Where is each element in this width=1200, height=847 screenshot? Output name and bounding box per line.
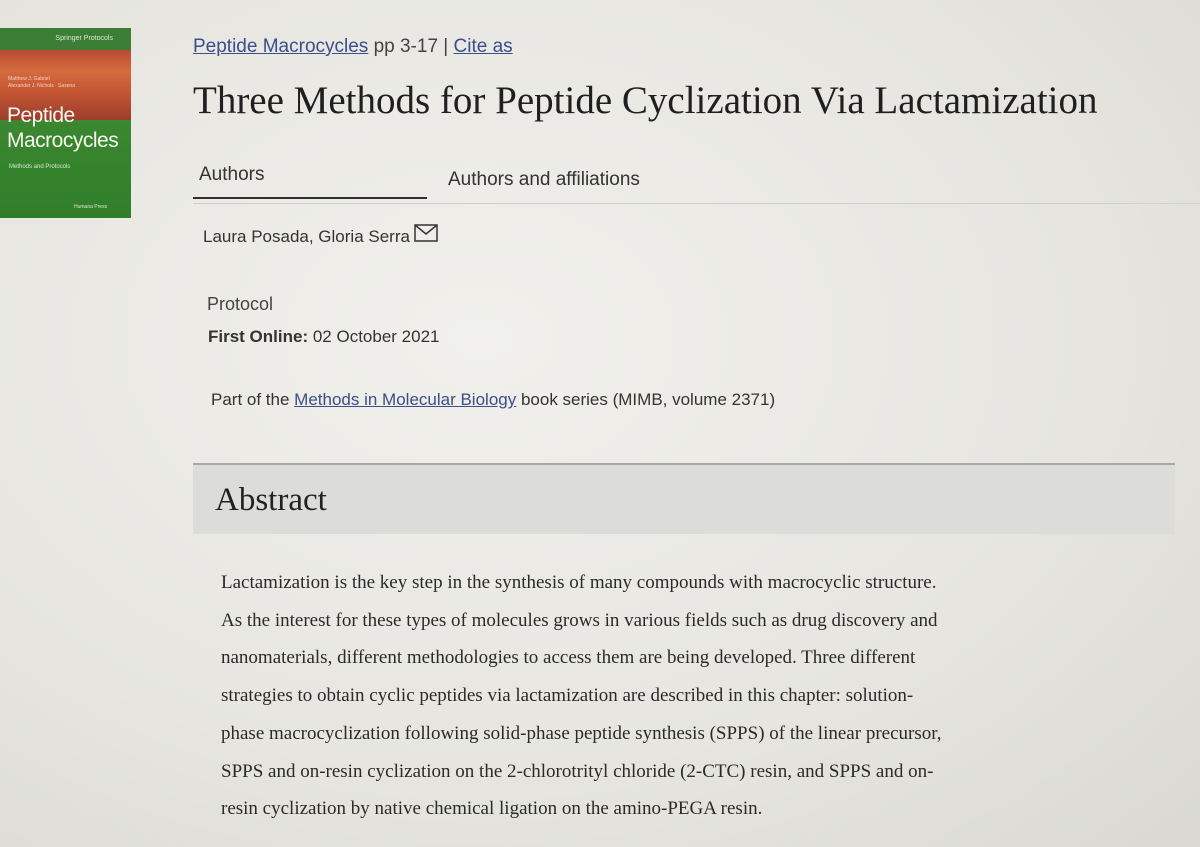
abstract-text bbox=[221, 564, 1181, 828]
cite-as-link[interactable]: Cite as bbox=[453, 36, 513, 57]
abstract-header bbox=[193, 463, 1175, 534]
abstract-heading: Abstract bbox=[215, 482, 327, 518]
page-range: pp 3-17 | bbox=[368, 36, 454, 57]
abstract-line: SPPS and on-resin cyclization on the 2-chlorotrityl chloride (2-CTC) resin, and SPPS and on- bbox=[221, 760, 934, 782]
envelope-icon[interactable] bbox=[414, 224, 438, 247]
cover-series-label: Springer Protocols bbox=[0, 28, 131, 50]
book-cover[interactable] bbox=[0, 28, 131, 218]
article-type: Protocol bbox=[207, 294, 274, 314]
tabs-divider bbox=[193, 203, 1200, 204]
abstract-line: resin cyclization by native chemical ligation on the amino-PEGA resin. bbox=[221, 798, 763, 820]
breadcrumb bbox=[193, 36, 513, 58]
cover-subtitle: Methods and Protocols bbox=[9, 164, 71, 170]
book-series bbox=[211, 390, 775, 410]
page-title: Three Methods for Peptide Cyclization Via Lactamization bbox=[193, 79, 1098, 122]
first-online bbox=[208, 327, 440, 347]
tab-authors-and-affiliations[interactable]: Authors and affiliations bbox=[448, 169, 640, 190]
author-list bbox=[203, 227, 438, 247]
cover-title-line: Peptide bbox=[7, 104, 75, 127]
cover-editors bbox=[8, 76, 123, 90]
abstract-line: nanomaterials, different methodologies to access them are being developed. Three different bbox=[221, 647, 916, 669]
cover-title-line: Macrocycles bbox=[7, 129, 119, 152]
series-suffix: book series (MIMB, volume 2371) bbox=[516, 390, 776, 409]
abstract-line: As the interest for these types of molecules grows in various fields such as drug discovery and bbox=[221, 609, 938, 631]
cover-editor-line: Matthew J. Gabriel bbox=[8, 76, 50, 82]
abstract-line: Lactamization is the key step in the synthesis of many compounds with macrocyclic structure. bbox=[221, 572, 937, 593]
cover-title bbox=[7, 103, 131, 153]
first-online-label: First Online: bbox=[208, 327, 309, 346]
author-names[interactable]: Laura Posada, Gloria Serra bbox=[203, 227, 410, 246]
book-link[interactable]: Peptide Macrocycles bbox=[193, 36, 369, 57]
abstract-line: phase macrocyclization following solid-phase peptide synthesis (SPPS) of the linear precursor, bbox=[221, 722, 942, 744]
cover-editor-line: Alexander J. Nichols · Saxena bbox=[8, 83, 75, 89]
active-tab-indicator bbox=[193, 197, 427, 199]
first-online-date: 02 October 2021 bbox=[308, 327, 440, 346]
series-prefix: Part of the bbox=[211, 390, 295, 409]
series-link[interactable]: Methods in Molecular Biology bbox=[294, 390, 517, 409]
cover-publisher: Humana Press bbox=[74, 204, 108, 210]
abstract-line: strategies to obtain cyclic peptides via lactamization are described in this chapter: solution- bbox=[221, 685, 914, 707]
tab-authors[interactable]: Authors bbox=[199, 164, 265, 185]
